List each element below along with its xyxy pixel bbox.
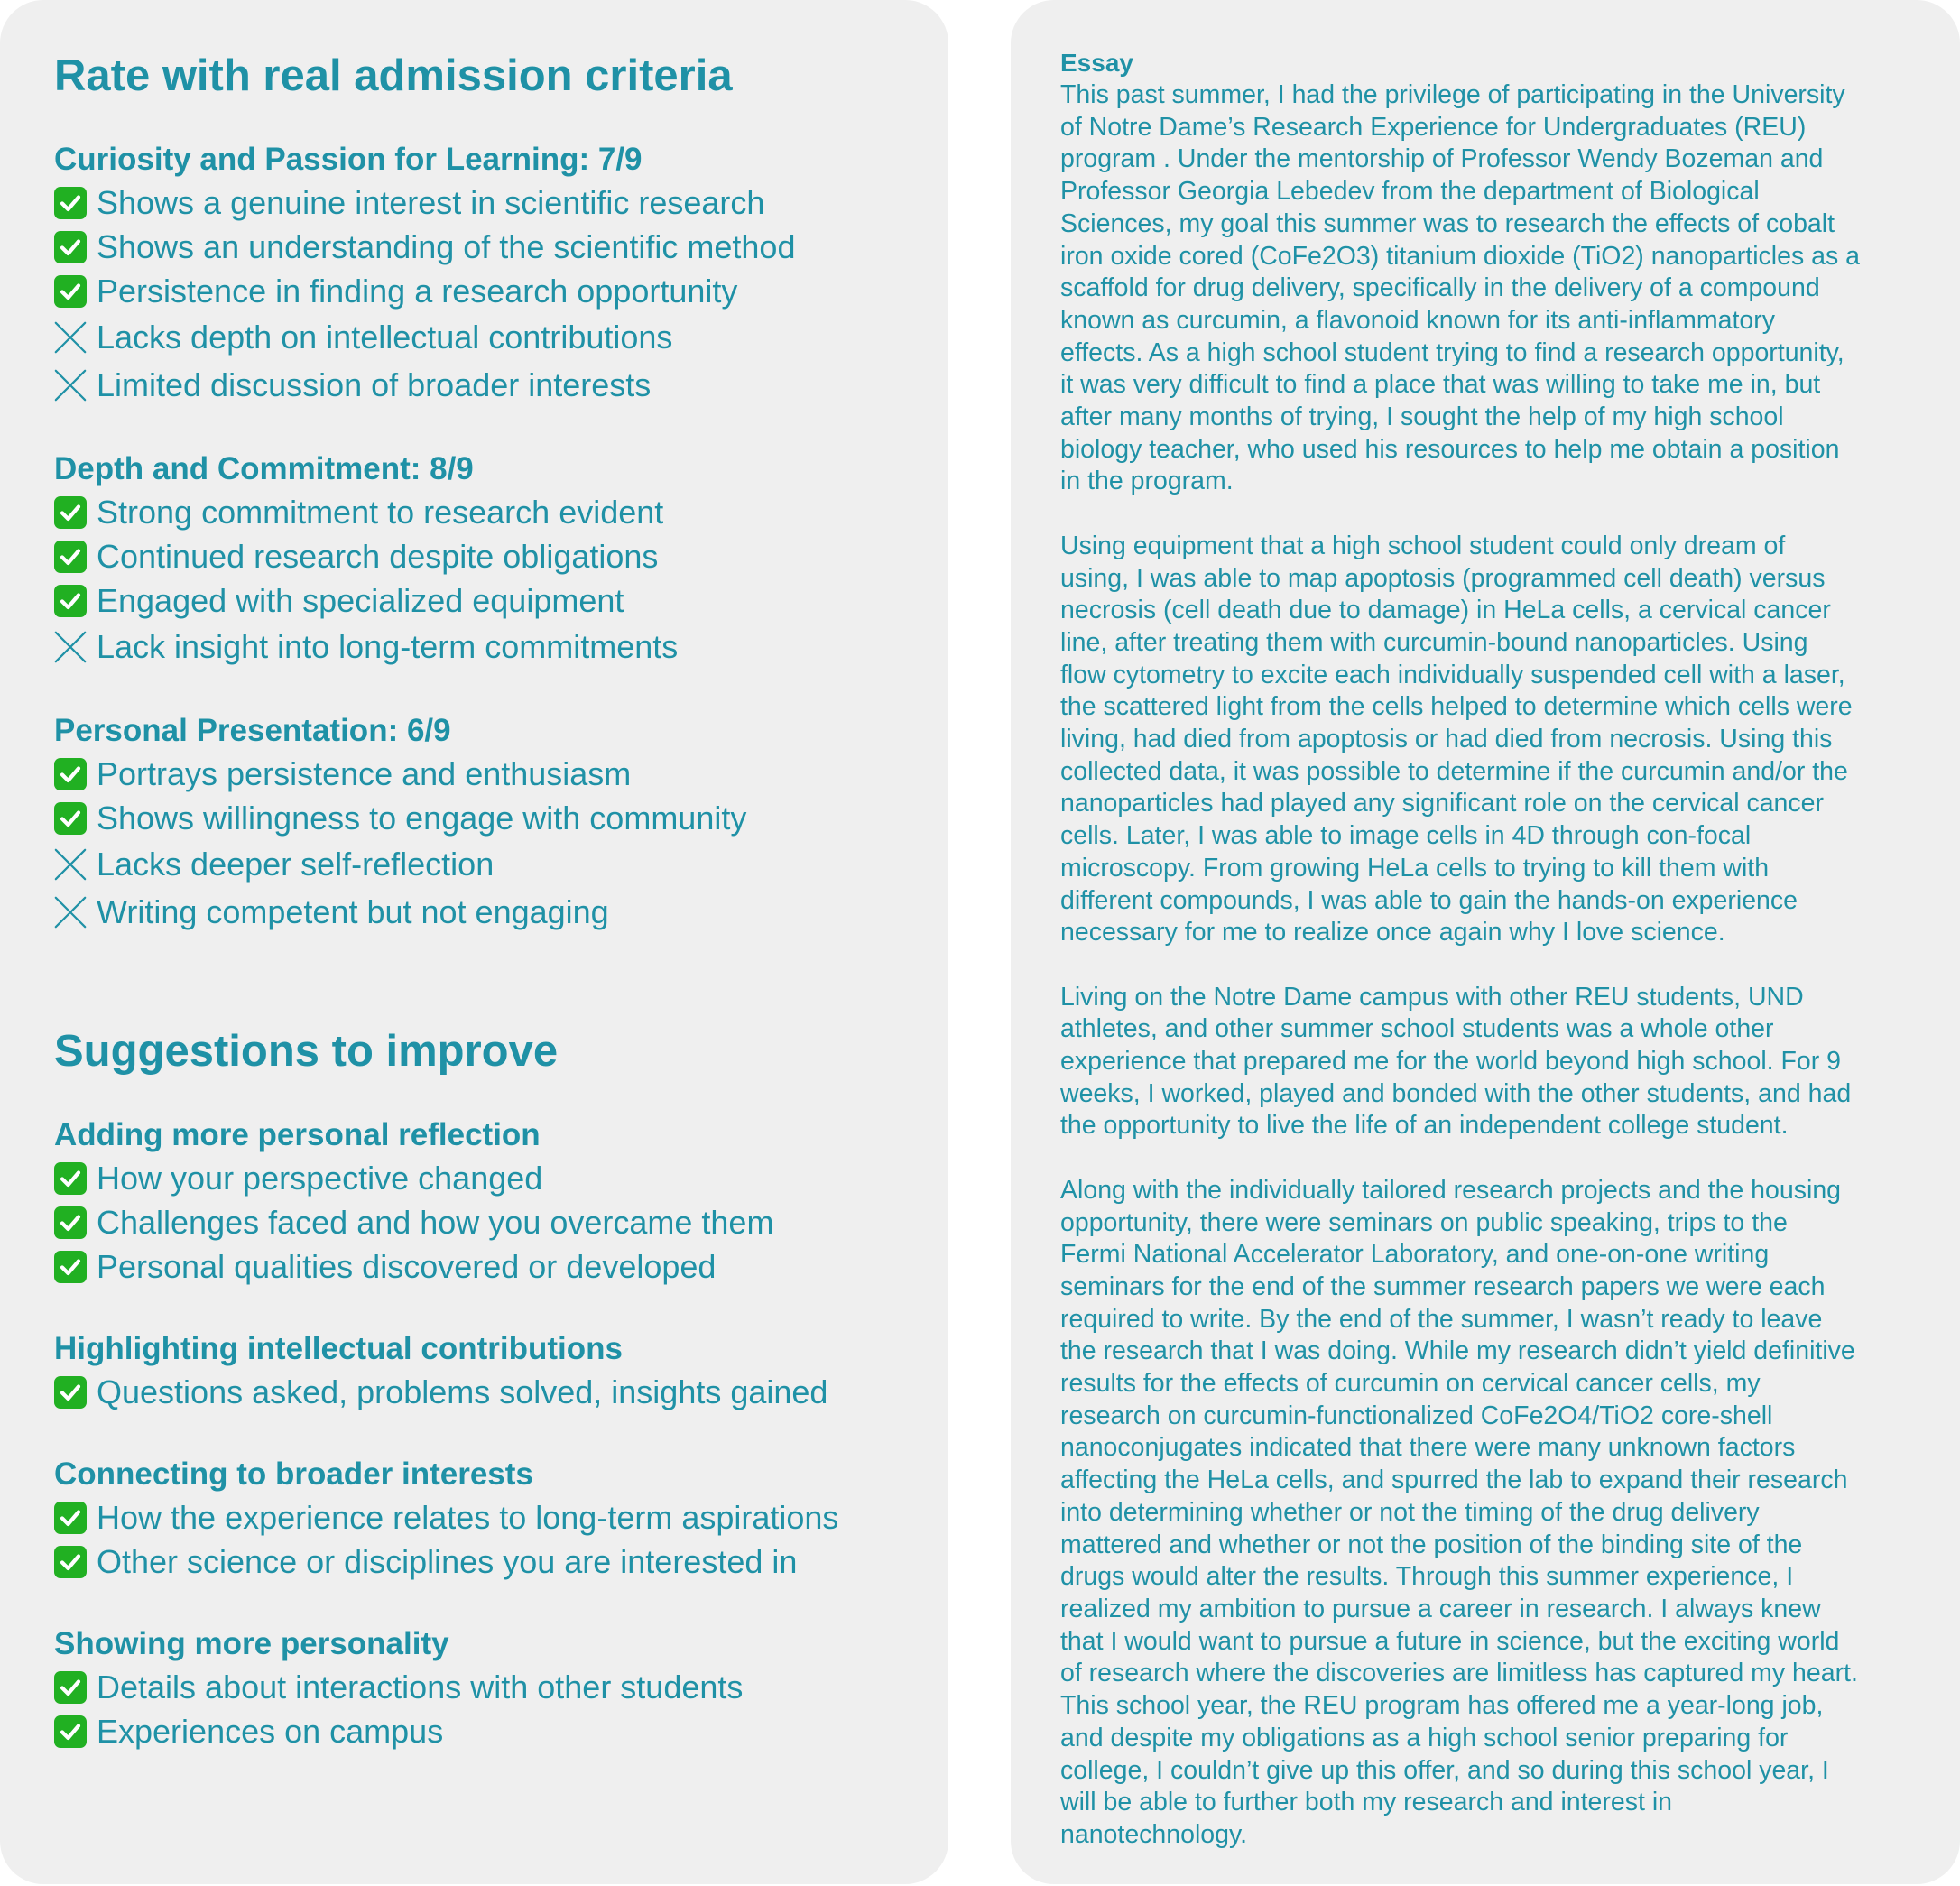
weakness-item bbox=[54, 361, 912, 409]
weakness-item bbox=[54, 313, 912, 361]
essay-line: athletes, and other summer school students was a whole other bbox=[1060, 1014, 1774, 1044]
check-mark-icon bbox=[54, 1376, 87, 1409]
essay-line: affecting the HeLa cells, and spurred the lab to expand their research bbox=[1060, 1465, 1848, 1495]
essay-line: Sciences, my goal this summer was to research the effects of cobalt bbox=[1060, 208, 1835, 238]
cross-mark-icon bbox=[54, 369, 87, 402]
essay-heading: Essay bbox=[1060, 49, 1133, 77]
check-mark-icon bbox=[54, 1206, 87, 1239]
suggestion-block bbox=[54, 1623, 912, 1753]
item-text: Shows willingness to engage with community bbox=[97, 800, 747, 837]
strength-item bbox=[54, 578, 912, 623]
strength-item bbox=[54, 269, 912, 313]
essay-line: living, had died from apoptosis or had died from necrosis. Using this bbox=[1060, 725, 1833, 754]
check-mark-icon bbox=[54, 758, 87, 790]
essay-line: that I would want to pursue a future in science, but the exciting world bbox=[1060, 1626, 1840, 1656]
essay-line: known as curcumin, a flavonoid known for its anti-inflammatory bbox=[1060, 305, 1776, 335]
rating-title: Rate with real admission criteria bbox=[54, 51, 733, 100]
essay-line: in the program. bbox=[1060, 467, 1234, 496]
strength-item bbox=[54, 796, 912, 840]
essay-line: seminars for the end of the summer research papers we were each bbox=[1060, 1271, 1826, 1301]
essay-line: opportunity, there were seminars on public speaking, trips to the bbox=[1060, 1207, 1788, 1237]
suggestion-block-items bbox=[54, 1665, 912, 1753]
item-text: Engaged with specialized equipment bbox=[97, 582, 624, 619]
check-mark-icon bbox=[54, 1251, 87, 1283]
weakness-item bbox=[54, 840, 912, 888]
strength-item bbox=[54, 534, 912, 578]
essay-line: required to write. By the end of the summer, I wasn’t ready to leave bbox=[1060, 1304, 1823, 1334]
essay-line: collected data, it was possible to determine if the curcumin and/or the bbox=[1060, 756, 1848, 786]
essay-line: mattered and whether or not the position of the binding site of the bbox=[1060, 1530, 1803, 1559]
check-mark-icon bbox=[54, 1715, 87, 1748]
weakness-item bbox=[54, 623, 912, 670]
item-text: Lacks depth on intellectual contributions bbox=[97, 319, 673, 356]
cross-mark-icon bbox=[54, 848, 87, 881]
essay-line: program . Under the mentorship of Professor Wendy Bozeman and bbox=[1060, 144, 1824, 174]
essay-line: scaffold for drug delivery, specifically in the delivery of a compound bbox=[1060, 273, 1820, 303]
essay-line: the scattered light from the cells helped to determine which cells were bbox=[1060, 692, 1853, 722]
essay-line: different compounds, I was able to gain the hands-on experience bbox=[1060, 885, 1798, 915]
essay-line: Along with the individually tailored research projects and the housing bbox=[1060, 1175, 1842, 1205]
essay-line: necrosis (cell death due to damage) in HeLa cells, a cervical cancer bbox=[1060, 596, 1831, 625]
item-text: Questions asked, problems solved, insights gained bbox=[97, 1373, 828, 1410]
item-text: Personal qualities discovered or developed bbox=[97, 1248, 717, 1285]
check-mark-icon bbox=[54, 585, 87, 617]
essay-body bbox=[1060, 79, 1924, 1852]
item-text: How the experience relates to long-term aspirations bbox=[97, 1499, 839, 1536]
essay-line: it was very difficult to find a place that was willing to take me in, but bbox=[1060, 370, 1821, 400]
suggestion-block-items bbox=[54, 1495, 912, 1584]
essay-line: microscopy. From growing HeLa cells to trying to kill them with bbox=[1060, 853, 1770, 883]
check-mark-icon bbox=[54, 275, 87, 308]
criteria-list bbox=[54, 139, 912, 936]
essay-line: drugs would alter the results. Through this summer experience, I bbox=[1060, 1562, 1794, 1592]
item-text: Persistence in finding a research opportunity bbox=[97, 273, 738, 310]
essay-line: Using equipment that a high school student could only dream of bbox=[1060, 531, 1786, 560]
item-text: Shows a genuine interest in scientific research bbox=[97, 184, 765, 221]
item-text: Lack insight into long-term commitments bbox=[97, 628, 679, 665]
strength-item bbox=[54, 1244, 912, 1289]
essay-paragraph bbox=[1060, 531, 1924, 949]
check-mark-icon bbox=[54, 231, 87, 263]
essay-line: Professor Georgia Lebedev from the department of Biological bbox=[1060, 177, 1760, 207]
item-text: Writing competent but not engaging bbox=[97, 893, 609, 930]
essay-line: cells. Later, I was able to image cells in 4D through con-focal bbox=[1060, 821, 1752, 851]
essay-paragraph bbox=[1060, 79, 1924, 498]
essay-line: effects. As a high school student trying to find a research opportunity, bbox=[1060, 337, 1844, 367]
criterion-block-items bbox=[54, 490, 912, 670]
essay-line: will be able to further both my research and interest in bbox=[1060, 1788, 1673, 1817]
essay-paragraph bbox=[1060, 982, 1924, 1143]
suggestion-block bbox=[54, 1454, 912, 1584]
strength-item bbox=[54, 490, 912, 534]
essay-line: This past summer, I had the privilege of participating in the University bbox=[1060, 80, 1845, 109]
essay-line: nanoconjugates indicated that there were many unknown factors bbox=[1060, 1433, 1796, 1463]
essay-line: Fermi National Accelerator Laboratory, and one-on-one writing bbox=[1060, 1240, 1770, 1270]
item-text: Limited discussion of broader interests bbox=[97, 366, 652, 403]
essay-line: results for the effects of curcumin on cervical cancer cells, my bbox=[1060, 1369, 1761, 1399]
item-text: Shows an understanding of the scientific method bbox=[97, 228, 796, 265]
essay-line: nanotechnology. bbox=[1060, 1819, 1248, 1849]
strength-item bbox=[54, 1709, 912, 1753]
item-text: Portrays persistence and enthusiasm bbox=[97, 755, 632, 792]
essay-line: after many months of trying, I sought the help of my high school bbox=[1060, 402, 1784, 432]
essay-line: research on curcumin-functionalized CoFe2O4/TiO2 core-shell bbox=[1060, 1401, 1773, 1430]
essay-line: nanoparticles had played any significant role on the cervical cancer bbox=[1060, 789, 1824, 818]
criterion-block-heading: Depth and Commitment: 8/9 bbox=[54, 451, 474, 486]
essay-line: experience that prepared me for the world beyond high school. For 9 bbox=[1060, 1047, 1842, 1077]
strength-item bbox=[54, 1156, 912, 1200]
essay-line: This school year, the REU program has offered me a year-long job, bbox=[1060, 1691, 1824, 1721]
essay-line: line, after treating them with curcumin-bound nanoparticles. Using bbox=[1060, 627, 1808, 657]
strength-item bbox=[54, 225, 912, 269]
check-mark-icon bbox=[54, 1162, 87, 1195]
essay-line: into determining whether or not the timing of the drug delivery bbox=[1060, 1497, 1760, 1527]
check-mark-icon bbox=[54, 187, 87, 219]
suggestions-title: Suggestions to improve bbox=[54, 1027, 559, 1076]
suggestion-block-items bbox=[54, 1156, 912, 1289]
criterion-block bbox=[54, 710, 912, 936]
suggestion-block bbox=[54, 1114, 912, 1289]
essay-line: the research that I was doing. While my research didn’t yield definitive bbox=[1060, 1336, 1855, 1366]
strength-item bbox=[54, 752, 912, 796]
essay-line: Living on the Notre Dame campus with other REU students, UND bbox=[1060, 982, 1804, 1012]
essay-line: weeks, I worked, played and bonded with the other students, and had bbox=[1060, 1078, 1852, 1108]
item-text: Other science or disciplines you are interested in bbox=[97, 1543, 798, 1580]
item-text: Details about interactions with other students bbox=[97, 1669, 744, 1706]
check-mark-icon bbox=[54, 496, 87, 529]
feedback-panel bbox=[0, 0, 948, 1884]
check-mark-icon bbox=[54, 1546, 87, 1578]
suggestion-block-heading: Showing more personality bbox=[54, 1626, 449, 1661]
essay-line: biology teacher, who used his resources to help me obtain a position bbox=[1060, 434, 1840, 464]
strength-item bbox=[54, 1539, 912, 1584]
strength-item bbox=[54, 180, 912, 225]
suggestions-list bbox=[54, 1114, 912, 1753]
suggestion-block-heading: Connecting to broader interests bbox=[54, 1456, 533, 1492]
essay-line: and despite my obligations as a high school senior preparing for bbox=[1060, 1723, 1789, 1752]
cross-mark-icon bbox=[54, 631, 87, 663]
item-text: Lacks deeper self-reflection bbox=[97, 846, 495, 883]
item-text: Experiences on campus bbox=[97, 1713, 444, 1750]
item-text: Challenges faced and how you overcame them bbox=[97, 1204, 774, 1241]
strength-item bbox=[54, 1665, 912, 1709]
item-text: How your perspective changed bbox=[97, 1160, 543, 1197]
criterion-block bbox=[54, 139, 912, 409]
suggestion-block-heading: Adding more personal reflection bbox=[54, 1117, 541, 1152]
essay-line: using, I was able to map apoptosis (programmed cell death) versus bbox=[1060, 563, 1826, 593]
suggestion-block-items bbox=[54, 1370, 912, 1414]
essay-line: necessary for me to realize once again why I love science. bbox=[1060, 918, 1725, 948]
item-text: Strong commitment to research evident bbox=[97, 494, 664, 531]
essay-line: college, I couldn’t give up this offer, and so during this school year, I bbox=[1060, 1755, 1829, 1785]
essay-line: flow cytometry to excite each individually suspended cell with a laser, bbox=[1060, 660, 1845, 689]
check-mark-icon bbox=[54, 802, 87, 835]
weakness-item bbox=[54, 888, 912, 936]
criterion-block bbox=[54, 448, 912, 670]
suggestion-block bbox=[54, 1328, 912, 1414]
suggestion-block-heading: Highlighting intellectual contributions bbox=[54, 1331, 623, 1366]
strength-item bbox=[54, 1200, 912, 1244]
item-text: Continued research despite obligations bbox=[97, 538, 659, 575]
strength-item bbox=[54, 1495, 912, 1539]
cross-mark-icon bbox=[54, 321, 87, 354]
check-mark-icon bbox=[54, 1671, 87, 1704]
essay-line: of Notre Dame’s Research Experience for Undergraduates (REU) bbox=[1060, 112, 1807, 142]
check-mark-icon bbox=[54, 541, 87, 573]
essay-line: of research where the discoveries are limitless has captured my heart. bbox=[1060, 1659, 1858, 1688]
strength-item bbox=[54, 1370, 912, 1414]
essay-line: iron oxide cored (CoFe2O3) titanium dioxide (TiO2) nanoparticles as a bbox=[1060, 241, 1861, 271]
cross-mark-icon bbox=[54, 896, 87, 929]
criterion-block-items bbox=[54, 752, 912, 936]
essay-paragraph bbox=[1060, 1175, 1924, 1852]
essay-line: realized my ambition to pursue a career in research. I always knew bbox=[1060, 1595, 1821, 1623]
essay-panel bbox=[1011, 0, 1960, 1884]
check-mark-icon bbox=[54, 1502, 87, 1534]
criterion-block-heading: Personal Presentation: 6/9 bbox=[54, 713, 451, 748]
criterion-block-items bbox=[54, 180, 912, 409]
essay-line: the opportunity to live the life of an independent college student. bbox=[1060, 1111, 1789, 1141]
criterion-block-heading: Curiosity and Passion for Learning: 7/9 bbox=[54, 142, 643, 177]
